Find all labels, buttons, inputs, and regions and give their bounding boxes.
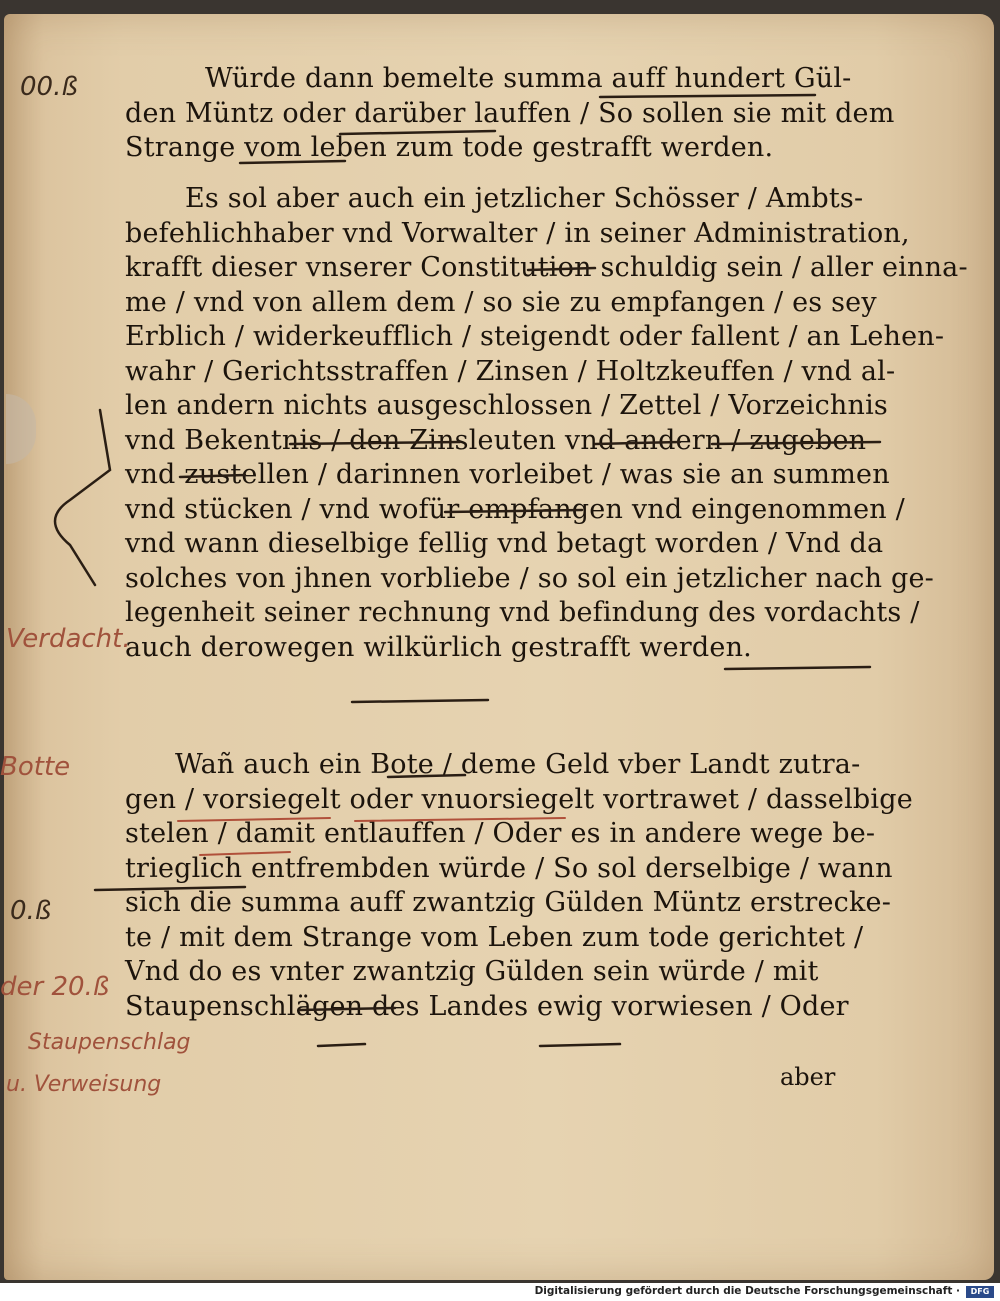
text-line: te / mit dem Strange vom Leben zum tode gerichtet /: [125, 921, 864, 953]
text-line: Es sol aber auch ein jetzlicher Schösser / Ambts-: [185, 183, 864, 214]
text-line: sich die summa auff zwantzig Gülden Müntz erstrecke-: [125, 887, 892, 918]
text-line: Staupenschlägen des Landes ewig vorwiesen / Oder: [125, 990, 849, 1022]
text-line: stelen / damit entlauffen / Oder es in andere wege be-: [125, 818, 876, 849]
page-edge: [6, 394, 36, 464]
paragraph-1: [125, 62, 895, 166]
text-line: vnd zustellen / darinnen vorleibet / was sie an summen: [125, 459, 890, 490]
text-line: gen / vorsiegelt oder vnuorsiegelt vortrawet / dasselbige: [125, 783, 913, 815]
text-line: Erblich / widerkeufflich / steigendt oder fallent / an Lehen-: [125, 321, 945, 352]
margin-note: 00.ß: [20, 72, 78, 102]
text-line: wahr / Gerichtsstraffen / Zinsen / Holtzkeuffen / vnd al-: [125, 355, 896, 387]
text-line: Strange vom leben zum tode gestrafft werden.: [125, 132, 774, 163]
text-line: me / vnd von allem dem / so sie zu empfangen / es sey: [125, 286, 877, 318]
text-line: vnd stücken / vnd wofür empfangen vnd eingenommen /: [125, 493, 905, 525]
margin-note: der 20.ß: [0, 972, 110, 1002]
text-line: vnd wann dieselbige fellig vnd betagt worden / Vnd da: [125, 528, 884, 559]
margin-note: u. Verweisung: [6, 1072, 162, 1097]
catchword: aber: [780, 1063, 836, 1091]
text-line: trieglich entfrembden würde / So sol derselbige / wann: [125, 852, 893, 884]
text-line: solches von jhnen vorbliebe / so sol ein jetzlicher nach ge-: [125, 562, 934, 594]
margin-note: 0.ß: [10, 896, 52, 926]
margin-note: Verdacht.: [6, 624, 131, 654]
text-line: Wañ auch ein Bote / deme Geld vber Landt zutra-: [175, 749, 861, 780]
text-line: auch derowegen wilkürlich gestrafft werden.: [125, 631, 752, 663]
text-line: den Müntz oder darüber lauffen / So sollen sie mit dem: [125, 97, 895, 129]
paragraph-3: [125, 748, 913, 1024]
text-line: len andern nichts ausgeschlossen / Zettel / Vorzeichnis: [125, 390, 888, 421]
paragraph-2: [125, 182, 968, 665]
margin-note: Botte: [0, 752, 71, 782]
dfg-logo: DFG: [966, 1286, 994, 1298]
text-line: legenheit seiner rechnung vnd befindung des vordachts /: [125, 597, 920, 628]
text-line: vnd Bekentnis / den Zinsleuten vnd andern / zugeben: [125, 424, 867, 456]
text-line: krafft dieser vnserer Constitution schuldig sein / aller einna-: [125, 252, 968, 283]
margin-note: Staupenschlag: [28, 1030, 191, 1055]
footer-bar: [0, 1283, 1000, 1301]
footer-credit: Digitalisierung gefördert durch die Deutsche Forschungsgemeinschaft ·: [534, 1285, 960, 1297]
text-line: befehlichhaber vnd Vorwalter / in seiner Administration,: [125, 217, 910, 249]
text-line: Würde dann bemelte summa auff hundert Gül-: [205, 63, 852, 94]
text-line: Vnd do es vnter zwantzig Gülden sein würde / mit: [125, 956, 819, 987]
